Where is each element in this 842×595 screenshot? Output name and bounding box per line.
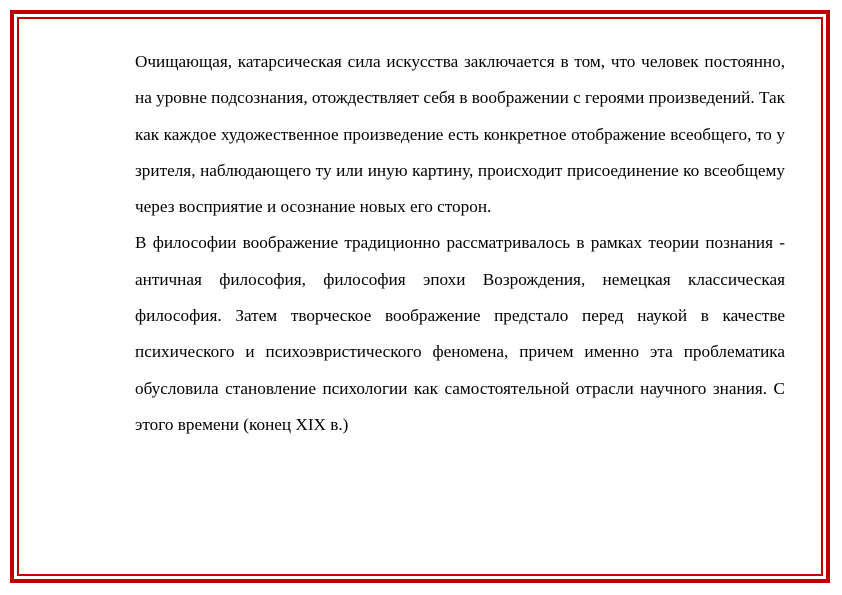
paragraph-catharsis: Очищающая, катарсическая сила искусства заключается в том, что человек постоянно, на уровне подсознания, отождествляет себя в воображении с героями произведений. Так как каждое художественное произведение есть конкретное отображение всеобщего, то у зрителя, наблюдающего ту или иную картину, происходит присоединение ко всеобщему через восприятие и осознание новых его сторон. [135, 52, 785, 217]
paragraph-philosophy-imagination: В философии воображение традиционно рассматривалось в рамках теории познания - античная философия, философия эпохи Возрождения, немецкая классическая философия. Затем творческое воображение предстало перед наукой в качестве психического и психоэвристического феномена, причем именно эта проблематика обусловила становление психологии как самостоятельной отрасли научного знания. С этого времени (конец XIX в.) [135, 233, 785, 434]
slide-text-block [135, 44, 785, 443]
